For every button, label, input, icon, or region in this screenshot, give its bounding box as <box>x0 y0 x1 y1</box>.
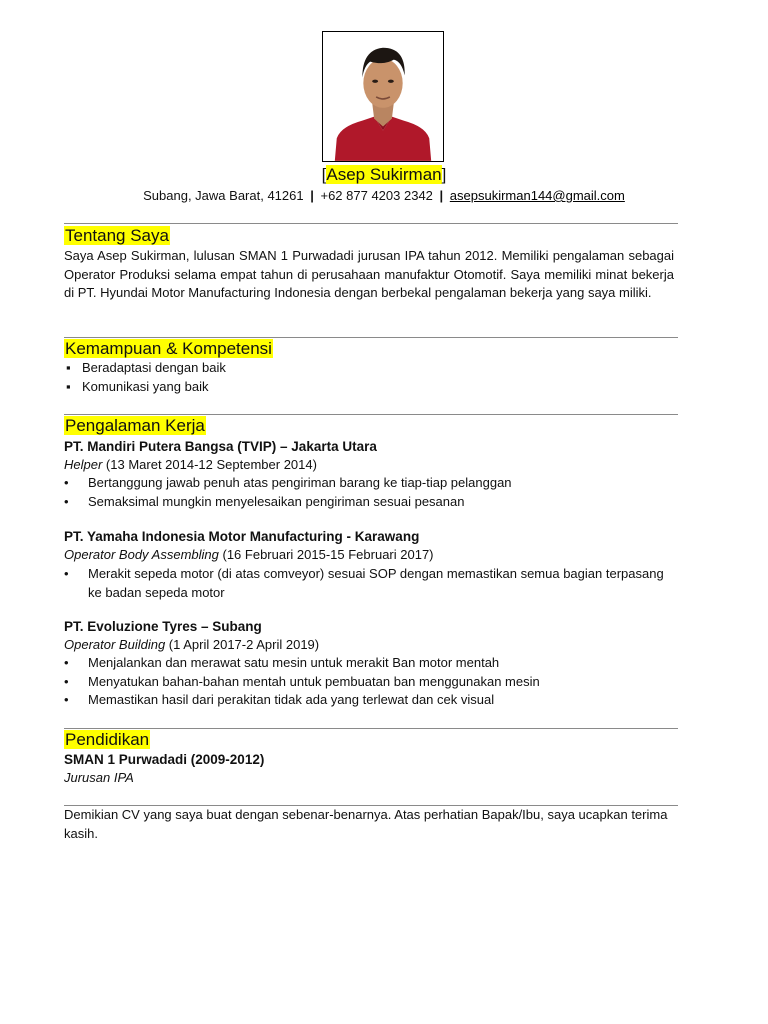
separator: | <box>439 188 444 203</box>
job-duties-list <box>64 474 678 511</box>
job-company: PT. Yamaha Indonesia Motor Manufacturing - Karawang <box>64 529 420 544</box>
dot-bullet-icon: • <box>64 655 69 670</box>
square-bullet-icon: ▪ <box>66 378 71 394</box>
job-company: PT. Evoluzione Tyres – Subang <box>64 619 262 634</box>
list-item: ▪ Beradaptasi dengan baik <box>64 359 678 378</box>
name-text: Asep Sukirman <box>326 165 442 184</box>
skills-heading: Kemampuan & Kompetensi <box>65 339 272 358</box>
separator: | <box>310 188 314 203</box>
dot-bullet-icon: • <box>64 493 69 509</box>
section-divider <box>64 728 678 729</box>
job-duties-list <box>64 654 678 710</box>
list-item: • Menyatukan bahan-bahan mentah untuk pembuatan ban menggunakan mesin <box>64 673 678 692</box>
name-bracket-open: [ <box>321 165 327 184</box>
phone-text: +62 877 4203 2342 <box>320 188 433 203</box>
list-item: • Memastikan hasil dari perakitan tidak ada yang terlewat dan cek visual <box>64 691 678 710</box>
address-text: Subang, Jawa Barat, 41261 <box>143 188 304 203</box>
dot-bullet-icon: • <box>64 566 69 581</box>
about-heading: Tentang Saya <box>65 226 169 245</box>
list-item: ▪ Komunikasi yang baik <box>64 378 678 397</box>
job-role: Helper (13 Maret 2014-12 September 2014) <box>64 457 317 472</box>
school-major: Jurusan IPA <box>64 770 134 785</box>
email-link[interactable]: asepsukirman144@gmail.com <box>449 188 625 203</box>
section-divider <box>64 223 678 224</box>
list-item: • Merakit sepeda motor (di atas comveyor) sesuai SOP dengan memastikan semua bagian terpasang ke badan sepeda motor <box>64 566 664 600</box>
job-role: Operator Body Assembling (16 Februari 2015-15 Februari 2017) <box>64 547 434 562</box>
job-company: PT. Mandiri Putera Bangsa (TVIP) – Jakarta Utara <box>64 439 377 454</box>
job-role: Operator Building (1 April 2017-2 April 2019) <box>64 637 320 652</box>
dot-bullet-icon: • <box>64 692 69 707</box>
education-heading: Pendidikan <box>65 730 150 749</box>
candidate-name <box>0 164 768 186</box>
list-item: • Semaksimal mungkin menyelesaikan pengiriman sesuai pesanan <box>64 493 678 512</box>
person-portrait-image <box>323 32 443 161</box>
experience-heading: Pengalaman Kerja <box>65 416 205 435</box>
square-bullet-icon: ▪ <box>66 360 71 375</box>
dot-bullet-icon: • <box>64 475 69 490</box>
about-paragraph: Saya Asep Sukirman, lulusan SMAN 1 Purwadadi jurusan IPA tahun 2012. Memiliki pengalaman sebagai Operator Produksi selama empat tahun di perusahaan manufaktur Otomotif. Saya memiliki minat bekerja di PT. Hyundai Motor Manufacturing Indonesia dengan berbekal pengalaman bekerja yang saya miliki. <box>64 248 674 300</box>
school-name: SMAN 1 Purwadadi (2009-2012) <box>64 752 265 767</box>
list-item: • Bertanggung jawab penuh atas pengiriman barang ke tiap-tiap pelanggan <box>64 474 678 493</box>
name-bracket-close: ] <box>441 165 447 184</box>
skills-list <box>64 359 678 396</box>
dot-bullet-icon: • <box>64 673 69 689</box>
job-duties-list <box>64 565 664 602</box>
list-item: • Menjalankan dan merawat satu mesin untuk merakit Ban motor mentah <box>64 654 678 673</box>
closing-paragraph: Demikian CV yang saya buat dengan sebenar-benarnya. Atas perhatian Bapak/Ibu, saya ucapkan terima kasih. <box>64 807 668 841</box>
contact-info <box>0 187 768 205</box>
profile-photo <box>322 31 444 162</box>
